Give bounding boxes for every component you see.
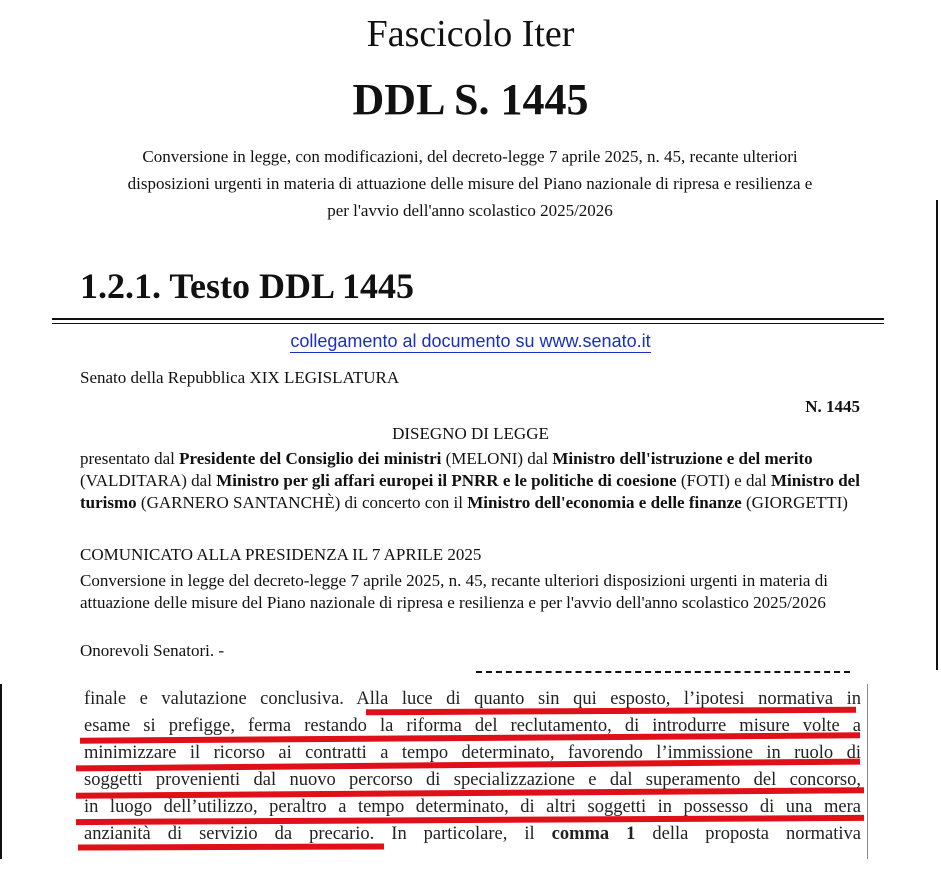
senato-document-link[interactable]: collegamento al documento su www.senato.it: [290, 331, 651, 351]
dashed-separator: [476, 671, 850, 673]
text-run: (MELONI) dal: [441, 449, 553, 468]
comunicato-line: COMUNICATO ALLA PRESIDENZA IL 7 APRILE 2025: [80, 545, 482, 564]
subtitle-line: Conversione in legge, con modificazioni, del decreto-legge 7 aprile 2025, n. 45, recante ulteriori: [142, 147, 798, 166]
section-divider-thin: [52, 323, 884, 324]
excerpt-line: in luogo dell’utilizzo, peraltro a tempo determinato, di altri soggetti in possesso di una mera: [84, 797, 861, 817]
bold-run: Ministro del turismo: [80, 471, 860, 512]
subtitle-line: disposizioni urgenti in materia di attuazione delle misure del Piano nazionale di ripresa e resilienza e: [127, 174, 813, 193]
presentato-paragraph: [80, 448, 860, 514]
excerpt-line: minimizzare il ricorso ai contratti a tempo determinato, favorendo l’immissione in ruolo di: [84, 743, 861, 763]
excerpt-line: soggetti provenienti dal nuovo percorso di specializzazione e dal superamento del concorso,: [84, 770, 861, 790]
bold-run: comma 1: [551, 824, 636, 844]
disegno-di-legge-heading: DISEGNO DI LEGGE: [392, 424, 549, 443]
excerpt-line-last: [84, 821, 861, 848]
text-run: (GIORGETTI): [741, 493, 848, 512]
excerpt-line: esame si prefigge, ferma restando la riforma del reclutamento, di introdurre misure volte a: [84, 716, 861, 736]
document-title: Fascicolo Iter: [366, 13, 575, 55]
text-run: anzianità di servizio da precario. In particolare, il: [84, 824, 552, 844]
bold-run: Presidente del Consiglio dei ministri: [179, 449, 442, 468]
ddl-number-heading: DDL S. 1445: [352, 75, 589, 124]
text-run: presentato dal: [80, 449, 180, 468]
text-run: (FOTI) e dal: [676, 471, 771, 490]
scanned-report-excerpt: [84, 686, 861, 848]
bold-run: Ministro per gli affari europei il PNRR e le politiche di coesione: [216, 471, 677, 490]
onorevoli-senatori: Onorevoli Senatori. -: [80, 641, 224, 660]
senato-legislatura: Senato della Repubblica XIX LEGISLATURA: [80, 368, 400, 387]
bill-number: N. 1445: [805, 397, 860, 416]
scan-border-right: [867, 684, 868, 859]
scan-border-left: [0, 684, 2, 859]
text-run: della proposta normativa: [635, 824, 861, 844]
section-heading: 1.2.1. Testo DDL 1445: [80, 266, 415, 306]
conversione-paragraph: Conversione in legge del decreto-legge 7 aprile 2025, n. 45, recante ulteriori disposizioni urgenti in materia di attuazione delle misure del Piano nazionale di ripresa e resilienza e per l'avvio dell'anno scolastico 2025/2026: [80, 571, 828, 612]
senato-link-container: [0, 331, 941, 352]
section-divider: [52, 318, 884, 320]
bold-run: Ministro dell'istruzione e del merito: [552, 449, 813, 468]
text-run: (VALDITARA) dal: [80, 471, 217, 490]
ddl-subtitle: [70, 143, 870, 224]
subtitle-line: per l'avvio dell'anno scolastico 2025/2026: [327, 201, 613, 220]
text-run: (GARNERO SANTANCHÈ) di concerto con il: [136, 493, 468, 512]
bold-run: Ministro dell'economia e delle finanze: [467, 493, 742, 512]
excerpt-line: finale e valutazione conclusiva. Alla luce di quanto sin qui esposto, l’ipotesi normativa in: [84, 689, 861, 709]
